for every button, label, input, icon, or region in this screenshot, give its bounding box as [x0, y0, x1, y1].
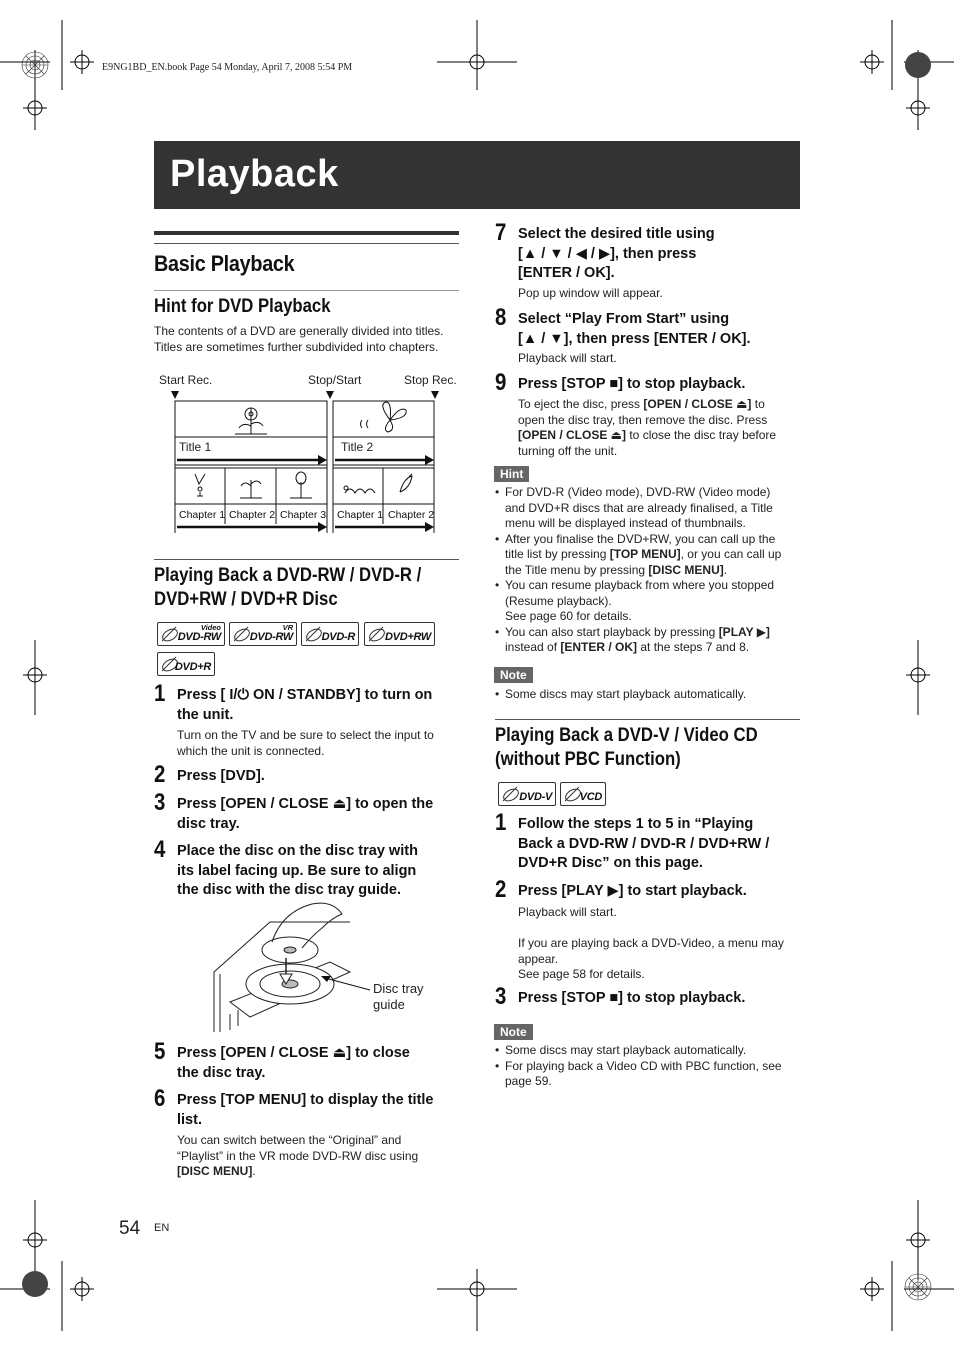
callout-arrow [315, 968, 375, 998]
label-line: guide [373, 997, 405, 1012]
bold-text: [DISC MENU] [648, 562, 724, 577]
step-text: Press [STOP ■] to stop playback. [518, 990, 746, 1006]
step-text [518, 225, 808, 284]
sub-line: Playback will start. [518, 905, 617, 919]
step-line: list. [177, 1111, 202, 1128]
step-line: Select the desired title using [518, 226, 715, 242]
step-number: 8 [495, 304, 507, 331]
sub-line [177, 1164, 418, 1180]
text: the Title menu by pressing [505, 562, 649, 577]
step-subtext [177, 1133, 418, 1180]
page-title: Playback [170, 153, 339, 195]
line [505, 625, 800, 641]
text: To eject the disc, press [518, 397, 644, 411]
step-line: the unit. [177, 706, 234, 723]
sub-line: If you are playing back a DVD-Video, a menu may [518, 936, 784, 950]
step-subtext: Pop up window will appear. [518, 286, 663, 300]
step-line: Press [OPEN / CLOSE ⏏] to close [177, 1045, 410, 1061]
step-subtext: Playback will start. [518, 351, 617, 365]
disc-logo-dvdr [301, 622, 359, 646]
step-line: Press [OPEN / CLOSE ⏏] to open the [177, 796, 434, 812]
page-number: 54 [119, 1218, 141, 1239]
hint-paragraph: The contents of a DVD are generally divided into titles. Titles are sometimes further subdivided into chapters. [154, 324, 444, 354]
text: at the steps 7 and 8. [637, 640, 750, 654]
step-number: 2 [154, 761, 166, 788]
sub-line: which the unit is connected. [177, 743, 325, 758]
diagram-chapter-label: Chapter 2 [388, 509, 435, 521]
line: (Resume playback). [505, 593, 612, 608]
sub-line: turning off the unit. [518, 443, 618, 458]
diagram-chapter-label: Chapter 1 [179, 509, 226, 521]
line: • For DVD-R (Video mode), DVD-RW (Video mode) [505, 485, 771, 499]
line: menu will be displayed instead of thumbnails. [505, 516, 746, 530]
step-text [518, 310, 808, 349]
note-item [495, 1059, 800, 1090]
sub-line: “Playlist” in the VR mode DVD-RW disc using [177, 1148, 419, 1163]
step-line: the disc tray. [177, 1064, 266, 1081]
disc-logo-top: VR [282, 623, 293, 632]
step-number: 1 [495, 809, 507, 836]
step-text: Press [DVD]. [177, 768, 265, 784]
step-line: Follow the steps 1 to 5 in “Playing [518, 816, 754, 832]
line [505, 563, 800, 579]
hint-item [495, 578, 800, 625]
bold-text: [PLAY ▶] [718, 624, 770, 639]
section-rule [154, 290, 459, 291]
step-line: Press [TOP MENU] to display the title [177, 1092, 434, 1108]
note-list [495, 687, 800, 703]
sub-line: You can switch between the “Original” and [177, 1133, 402, 1147]
step-number: 3 [495, 983, 507, 1010]
diagram-chapter-label: Chapter 3 [280, 509, 327, 521]
step-line: the disc with the disc tray guide. [177, 882, 401, 898]
bold-text: [ENTER / OK] [560, 640, 638, 654]
step-text: Press [STOP ■] to stop playback. [518, 376, 746, 392]
sub-line: open the disc tray, then remove the disc. Press [518, 412, 768, 427]
step-number: 1 [154, 680, 166, 707]
step-text [177, 686, 467, 725]
step-line: Back a DVD-RW / DVD-R / DVD+RW / [518, 835, 770, 852]
subsection-title-hint: Hint for DVD Playback [154, 296, 331, 317]
section-rule [154, 559, 459, 560]
disc-logo-dvdrw-video [157, 622, 225, 646]
line [505, 547, 800, 563]
disc-tray-guide-label [373, 981, 424, 1013]
disc-logo-dvdplusr [157, 652, 215, 676]
step-text: Press [PLAY ▶] to start playback. [518, 883, 747, 899]
step-line: [▲ / ▼], then press [ENTER / OK]. [518, 330, 751, 347]
sub-line [518, 397, 803, 413]
hint-item [495, 532, 800, 579]
step-text [177, 1044, 467, 1083]
step-number: 6 [154, 1085, 166, 1112]
sub-line: Turn on the TV and be sure to select the input to [177, 728, 434, 742]
text: to close the disc tray before [626, 428, 777, 442]
hint-tag: Hint [494, 466, 529, 482]
step-subtext [177, 728, 434, 759]
step-number: 5 [154, 1038, 166, 1065]
step-text [177, 842, 467, 901]
title-line: DVD+RW / DVD+R Disc [154, 589, 338, 610]
text: to [751, 397, 765, 411]
note-tag: Note [494, 1024, 533, 1040]
disc-logo-top: Video [200, 623, 221, 632]
text: instead of [505, 640, 561, 654]
step-number: 2 [495, 876, 507, 903]
line: and DVD+R discs that are already finalised, a Title [505, 500, 773, 515]
disc-logo-dvdrw-vr [229, 622, 297, 646]
sub-line [518, 428, 803, 444]
diagram-label-start: Start Rec. [159, 373, 213, 387]
line: page 59. [505, 1074, 552, 1088]
note-list [495, 1043, 800, 1090]
diagram-chapter-label: Chapter 2 [229, 509, 276, 521]
line [505, 640, 800, 656]
title-line: Playing Back a DVD-RW / DVD-R / [154, 565, 422, 586]
bold-text: [OPEN / CLOSE ⏏] [643, 397, 752, 411]
diagram-label-stopstart: Stop/Start [308, 373, 362, 387]
step-line: DVD+R Disc” on this page. [518, 855, 703, 871]
title-line: (without PBC Function) [495, 749, 681, 770]
disc-logo-label: DVD-V [519, 791, 552, 803]
step-line: [▲ / ▼ / ◀ / ▶], then press [518, 245, 697, 262]
section-title-basic-playback: Basic Playback [154, 251, 295, 276]
subsection-title-dvdrw [154, 564, 421, 612]
bold-text: [DISC MENU] [177, 1164, 253, 1178]
step-line: its label facing up. Be sure to align [177, 862, 417, 879]
step-subtext [518, 397, 803, 459]
note-item: • Some discs may start playback automatically. [495, 1043, 800, 1059]
disc-logo-label: DVD-RW [177, 631, 221, 643]
disc-logo-label: DVD+R [174, 661, 211, 673]
hint-item [495, 485, 800, 532]
sub-line [518, 921, 803, 937]
line: • For playing back a Video CD with PBC function, see [505, 1058, 782, 1073]
disc-logo-label: DVD-R [321, 631, 355, 643]
step-number: 9 [495, 369, 507, 396]
note-tag: Note [494, 667, 533, 683]
step-subtext [518, 905, 803, 983]
text: You can also start playback by pressing [505, 624, 719, 639]
hint-list [495, 485, 800, 656]
diagram-chapter-label: Chapter 1 [337, 509, 384, 521]
disc-logo-vcd [560, 782, 606, 806]
line: See page 60 for details. [505, 609, 632, 623]
section-rule [154, 231, 459, 235]
step-text [177, 795, 467, 834]
line: • After you finalise the DVD+RW, you can call up the [505, 531, 776, 546]
step-line: [ENTER / OK]. [518, 265, 615, 281]
text: . [252, 1164, 256, 1178]
step-line: Press [ I/⏻ ON / STANDBY] to turn on [177, 687, 433, 703]
disc-logo-label: VCD [579, 791, 602, 803]
hint-item [495, 625, 800, 656]
note-item: • Some discs may start playback automatically. [495, 687, 800, 703]
step-text [518, 815, 808, 874]
book-header-line: E9NG1BD_EN.book Page 54 Monday, April 7, 2008 5:54 PM [102, 62, 353, 73]
bold-text: [OPEN / CLOSE ⏏] [518, 428, 627, 442]
sub-line: appear. [518, 951, 559, 966]
step-line: Select “Play From Start” using [518, 311, 730, 327]
label-line: Disc tray [373, 981, 424, 996]
section-rule [495, 719, 800, 720]
bold-text: [TOP MENU] [609, 547, 681, 561]
diagram-title-2: Title 2 [341, 440, 374, 454]
line: • You can resume playback from where you stopped [505, 578, 775, 592]
step-line: Place the disc on the disc tray with [177, 843, 418, 859]
step-line: disc tray. [177, 815, 240, 832]
step-text [177, 1091, 467, 1130]
step-number: 7 [495, 219, 507, 246]
disc-logo-label: DVD+RW [385, 631, 431, 643]
diagram-title-1: Title 1 [179, 440, 212, 454]
disc-logo-dvdv [498, 782, 556, 806]
subsection-title-dvdv [495, 724, 758, 772]
text: , or you can call up [680, 547, 782, 561]
disc-logo-dvdplusrw [364, 622, 435, 646]
step-number: 4 [154, 836, 166, 863]
text: . [723, 562, 728, 577]
step-number: 3 [154, 789, 166, 816]
section-rule [154, 243, 459, 244]
diagram-label-stop: Stop Rec. [404, 373, 457, 387]
text: title list by pressing [505, 547, 610, 561]
disc-logo-label: DVD-RW [249, 631, 293, 643]
page-title-bar [154, 141, 800, 209]
sub-line: See page 58 for details. [518, 967, 645, 981]
language-code: EN [154, 1222, 170, 1234]
title-line: Playing Back a DVD-V / Video CD [495, 725, 758, 746]
